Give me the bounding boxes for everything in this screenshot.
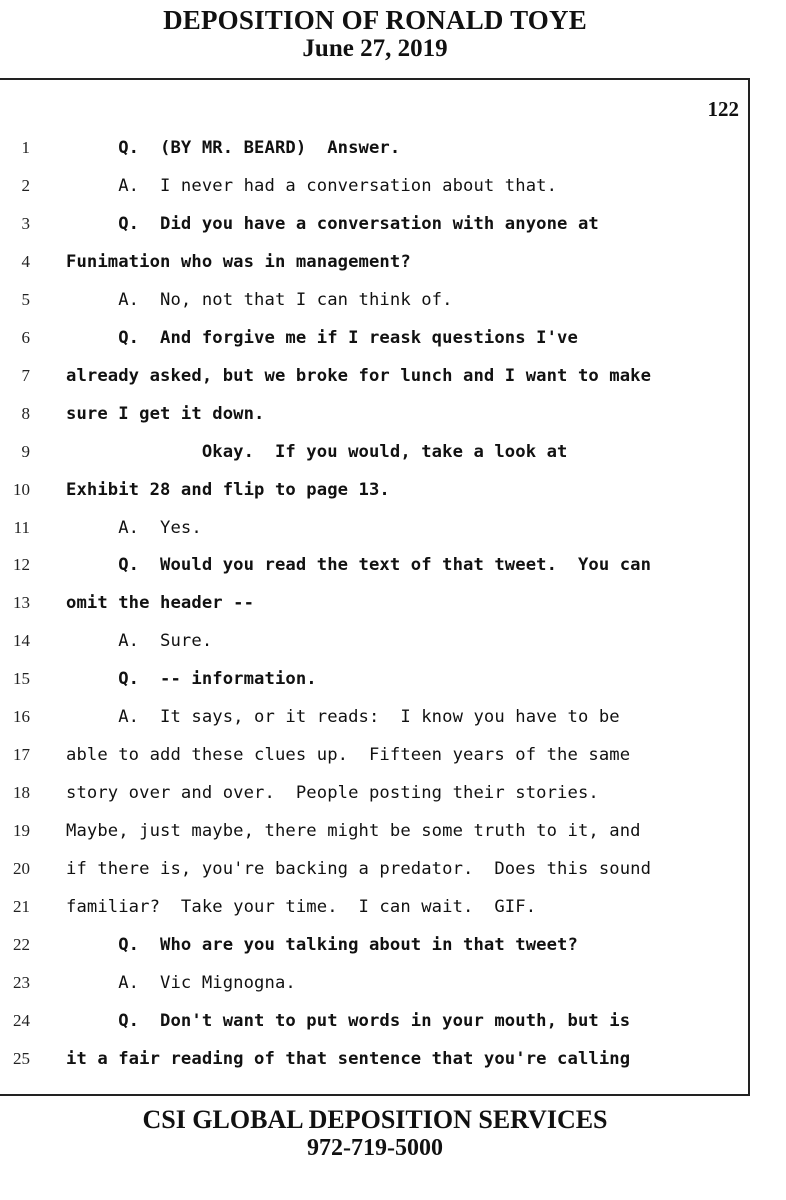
- line-text: Q. Did you have a conversation with anyone at: [66, 213, 599, 234]
- line-number: 23: [13, 972, 30, 992]
- line-text: story over and over. People posting their stories.: [66, 783, 599, 804]
- line-text: A. No, not that I can think of.: [66, 289, 453, 310]
- transcript-line: [0, 1043, 750, 1081]
- line-text: Q. (BY MR. BEARD) Answer.: [66, 138, 401, 158]
- line-number: 17: [13, 745, 30, 765]
- line-text: A. It says, or it reads: I know you have to be: [66, 707, 620, 728]
- transcript-line: [0, 322, 750, 360]
- line-number: 15: [13, 669, 30, 689]
- line-number: 10: [13, 479, 30, 499]
- line-number: 24: [13, 1010, 30, 1030]
- deposition-title: DEPOSITION OF RONALD TOYE: [163, 5, 587, 35]
- line-text: A. Vic Mignogna.: [66, 972, 296, 993]
- transcript-line: [0, 208, 750, 246]
- line-text: Exhibit 28 and flip to page 13.: [66, 479, 390, 500]
- line-text: Q. And forgive me if I reask questions I've: [66, 327, 578, 348]
- line-text: omit the header --: [66, 593, 255, 614]
- line-number: 22: [13, 934, 30, 954]
- line-number: 1: [21, 138, 30, 157]
- deposition-footer: [0, 1106, 750, 1162]
- line-text: Q. Don't want to put words in your mouth, but is: [66, 1010, 631, 1031]
- transcript-line: [0, 967, 750, 1005]
- line-text: Q. Would you read the text of that tweet. You can: [66, 555, 652, 576]
- transcript-line: [0, 132, 750, 170]
- line-text: if there is, you're backing a predator. Does this sound: [66, 859, 652, 880]
- transcript-line: [0, 815, 750, 853]
- transcript-line: [0, 474, 750, 512]
- line-number: 6: [21, 327, 30, 347]
- line-number: 12: [13, 555, 30, 575]
- line-text: A. Yes.: [66, 517, 202, 538]
- line-text: Q. -- information.: [66, 669, 317, 690]
- line-number: 4: [21, 251, 30, 271]
- line-number: 11: [13, 517, 30, 537]
- line-number: 18: [13, 783, 30, 803]
- transcript-line: [0, 512, 750, 550]
- transcript-line: [0, 739, 750, 777]
- transcript-line: [0, 701, 750, 739]
- deposition-header: [0, 6, 750, 62]
- line-number: 5: [21, 289, 30, 309]
- transcript-line: [0, 398, 750, 436]
- transcript-line: [0, 587, 750, 625]
- line-number: 25: [13, 1048, 30, 1068]
- line-text: Funimation who was in management?: [66, 251, 411, 272]
- line-number: 19: [13, 821, 30, 841]
- transcript-line: [0, 663, 750, 701]
- line-text: able to add these clues up. Fifteen years of the same: [66, 745, 631, 766]
- line-text: A. Sure.: [66, 631, 213, 652]
- transcript-line: [0, 929, 750, 967]
- footer-phone: 972-719-5000: [307, 1135, 443, 1161]
- line-text: it a fair reading of that sentence that you're calling: [66, 1048, 631, 1069]
- line-number: 8: [21, 403, 30, 423]
- line-number: 3: [21, 213, 30, 233]
- transcript-line: [0, 1005, 750, 1043]
- transcript-line: [0, 170, 750, 208]
- line-number: 21: [13, 897, 30, 916]
- deposition-date: June 27, 2019: [302, 35, 448, 62]
- line-text: familiar? Take your time. I can wait. GIF.: [66, 897, 537, 917]
- transcript-line: [0, 625, 750, 663]
- transcript-line: [0, 777, 750, 815]
- line-number: 7: [21, 365, 30, 385]
- line-number: 16: [13, 707, 30, 727]
- page-number: 122: [707, 97, 739, 121]
- line-number: 20: [13, 859, 30, 879]
- line-text: Okay. If you would, take a look at: [66, 441, 568, 462]
- line-number: 9: [21, 441, 30, 461]
- transcript-line: [0, 284, 750, 322]
- line-number: 2: [21, 175, 30, 195]
- line-text: sure I get it down.: [66, 403, 265, 424]
- line-text: already asked, but we broke for lunch and I want to make: [66, 365, 652, 386]
- line-text: Q. Who are you talking about in that tweet?: [66, 934, 578, 955]
- transcript-line: [0, 436, 750, 474]
- transcript-line: [0, 549, 750, 587]
- line-text: Maybe, just maybe, there might be some truth to it, and: [66, 821, 641, 842]
- line-number: 14: [13, 631, 30, 651]
- line-text: A. I never had a conversation about that.: [66, 175, 558, 196]
- transcript-line: [0, 891, 750, 929]
- transcript-line: [0, 246, 750, 284]
- line-number: 13: [13, 593, 30, 613]
- transcript-line: [0, 853, 750, 891]
- footer-company: CSI GLOBAL DEPOSITION SERVICES: [142, 1105, 608, 1134]
- transcript-line: [0, 360, 750, 398]
